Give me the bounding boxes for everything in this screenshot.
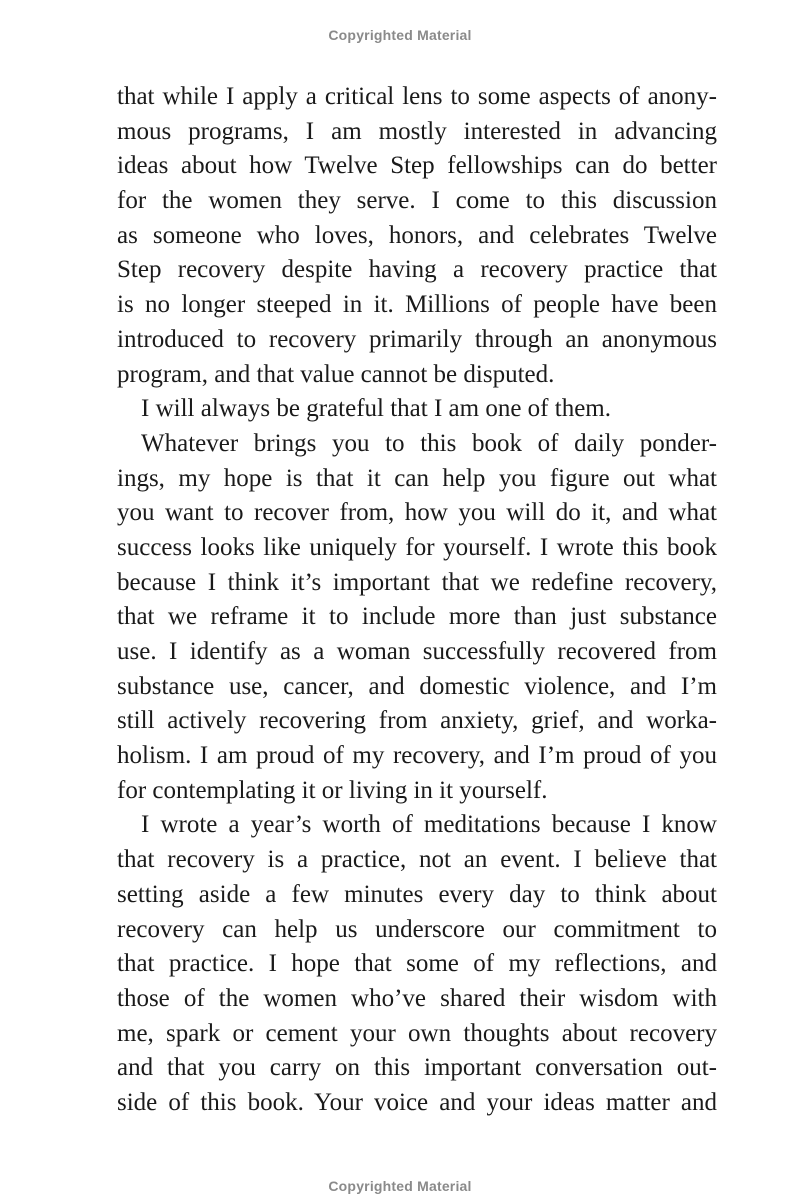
- text-line: and that you carry on this important conversation out-: [117, 1054, 717, 1082]
- text-line: success looks like uniquely for yourself. I wrote this book: [117, 533, 717, 561]
- text-line: side of this book. Your voice and your ideas matter and: [117, 1088, 717, 1116]
- text-line: as someone who loves, honors, and celebrates Twelve: [117, 221, 717, 249]
- text-line: Step recovery despite having a recovery practice that: [117, 256, 717, 284]
- text-line: that while I apply a critical lens to some aspects of anony-: [117, 83, 717, 110]
- text-line: program, and that value cannot be disputed.: [117, 360, 555, 388]
- paragraph: [117, 392, 717, 427]
- text-line: me, spark or cement your own thoughts about recovery: [117, 1019, 717, 1047]
- text-line: I wrote a year’s worth of meditations because I know: [141, 811, 717, 839]
- text-line: that practice. I hope that some of my reflections, and: [117, 950, 717, 978]
- copyright-watermark-top: Copyrighted Material: [328, 27, 472, 43]
- text-line: is no longer steeped in it. Millions of people have been: [117, 291, 717, 319]
- copyright-watermark-bottom: Copyrighted Material: [328, 1178, 472, 1194]
- paragraph: [117, 80, 717, 392]
- text-line: ideas about how Twelve Step fellowships can do better: [117, 152, 717, 180]
- text-line: setting aside a few minutes every day to think about: [117, 880, 717, 908]
- text-line: use. I identify as a woman successfully recovered from: [117, 638, 717, 665]
- text-line: recovery can help us underscore our commitment to: [117, 915, 717, 943]
- text-line: for the women they serve. I come to this discussion: [117, 187, 717, 215]
- text-line: holism. I am proud of my recovery, and I’m proud of you: [117, 742, 717, 770]
- text-line: I will always be grateful that I am one of them.: [141, 395, 611, 423]
- book-page-body: [117, 80, 717, 1121]
- text-line: mous programs, I am mostly interested in advancing: [117, 117, 717, 145]
- text-line: substance use, cancer, and domestic violence, and I’m: [117, 672, 717, 700]
- text-line: Whatever brings you to this book of daily ponder-: [141, 429, 717, 457]
- text-line: for contemplating it or living in it yourself.: [117, 776, 548, 804]
- text-line: those of the women who’ve shared their wisdom with: [117, 984, 717, 1012]
- text-line: that recovery is a practice, not an event. I believe that: [117, 846, 717, 874]
- paragraph: [117, 808, 717, 1120]
- text-line: you want to recover from, how you will do it, and what: [117, 499, 717, 527]
- text-line: that we reframe it to include more than just substance: [117, 603, 717, 631]
- paragraph: [117, 427, 717, 809]
- text-line: still actively recovering from anxiety, grief, and worka-: [117, 707, 717, 735]
- text-line: ings, my hope is that it can help you figure out what: [117, 464, 717, 492]
- text-line: introduced to recovery primarily through an anonymous: [117, 325, 717, 353]
- text-line: because I think it’s important that we redefine recovery,: [117, 568, 717, 596]
